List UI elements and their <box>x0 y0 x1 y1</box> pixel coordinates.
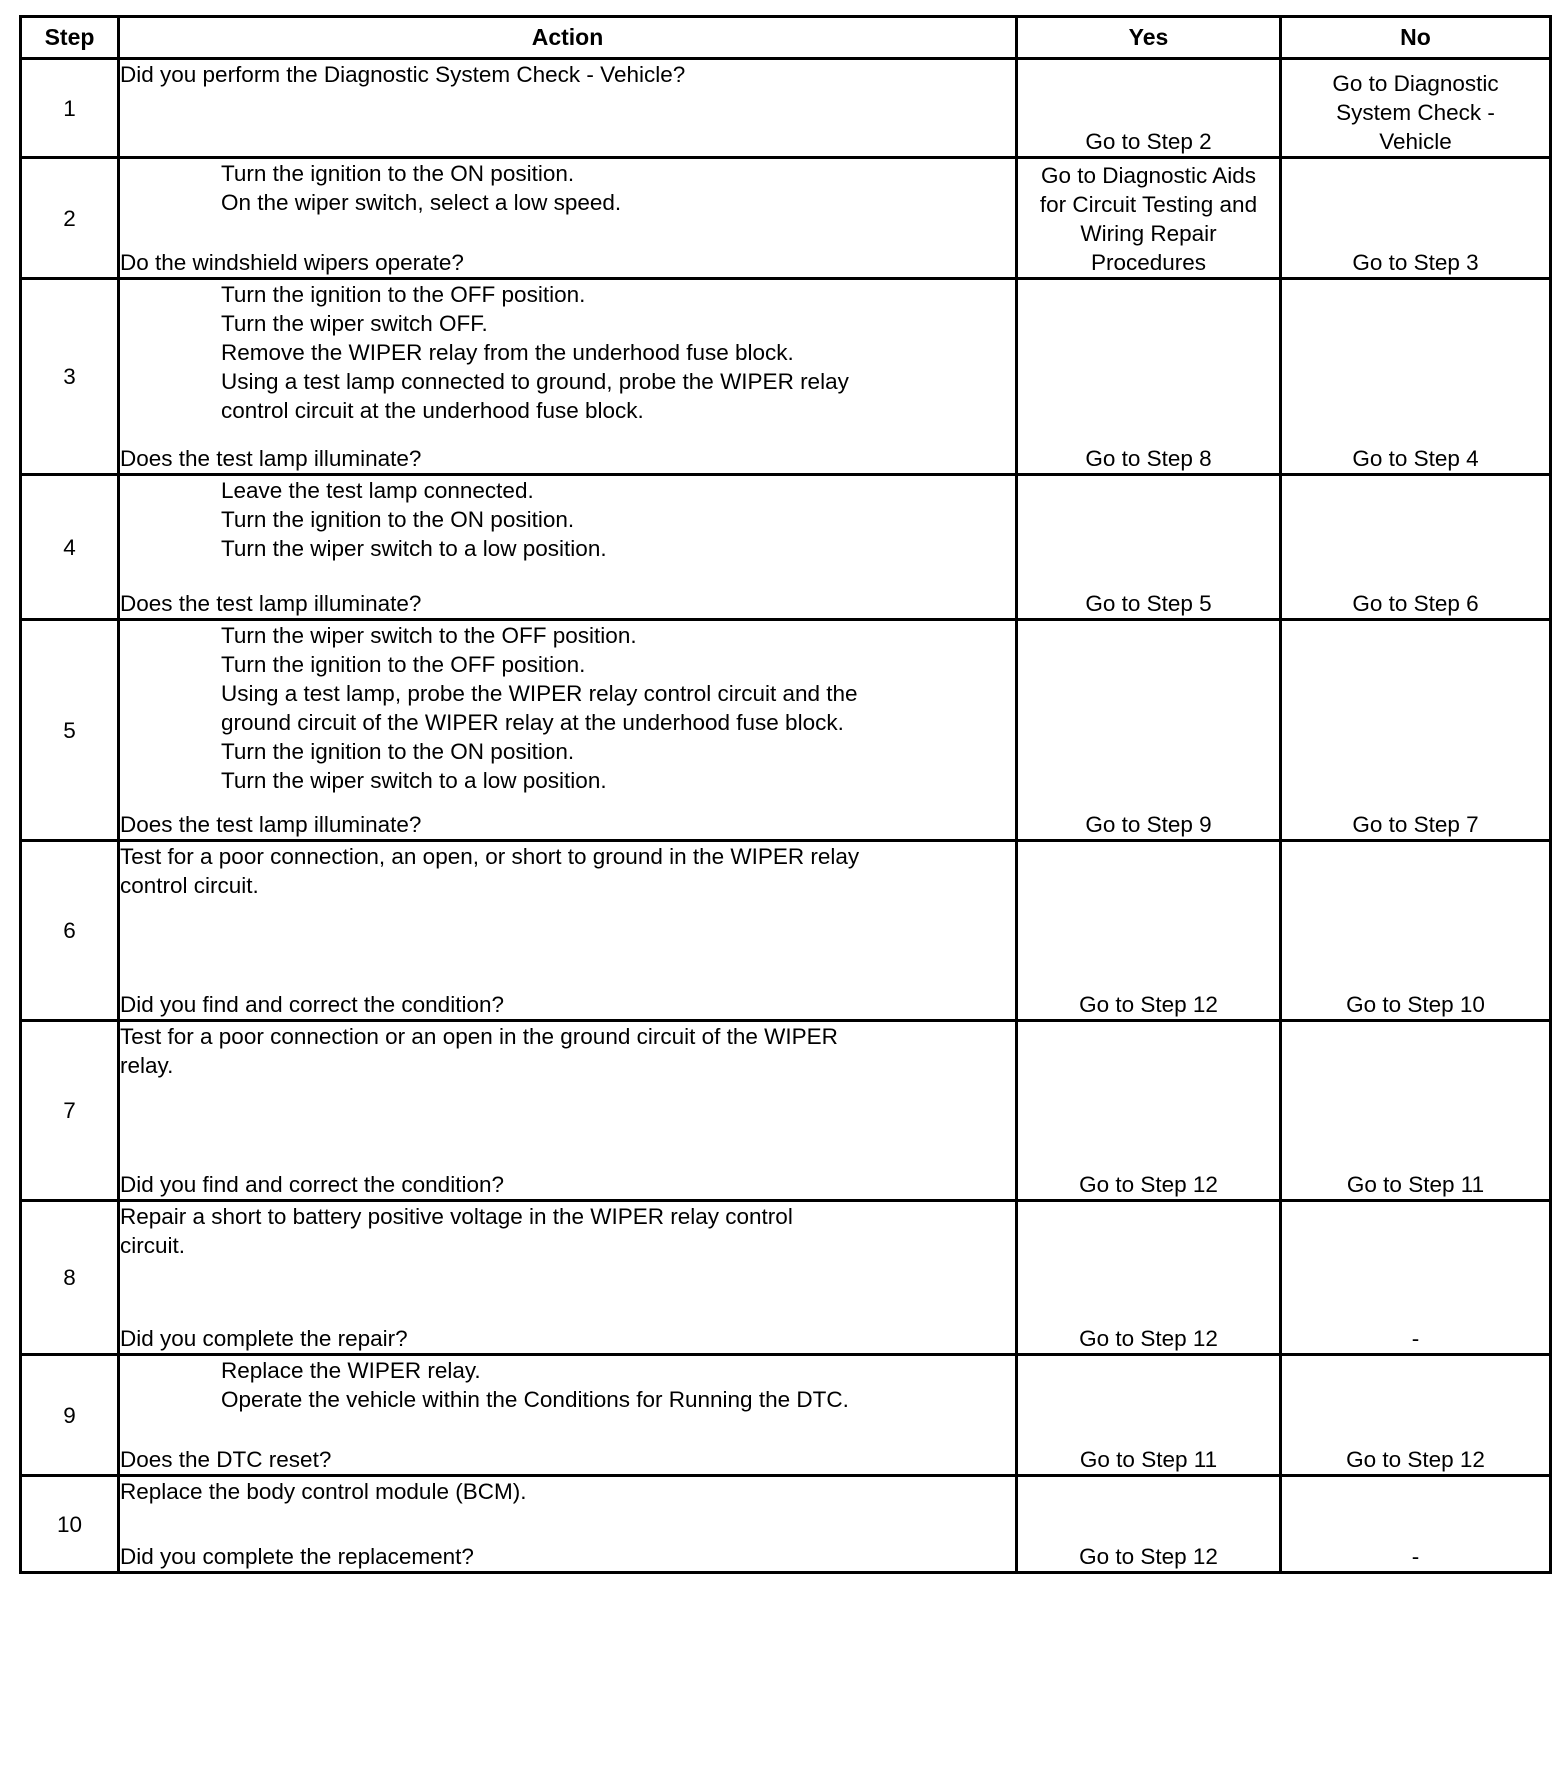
instruction-item: Turn the ignition to the OFF position. <box>221 282 586 307</box>
step-number: 1 <box>21 59 119 158</box>
result-no <box>1281 841 1551 1021</box>
action-text: Test for a poor connection, an open, or short to ground in the WIPER relay control circuit. <box>120 844 860 898</box>
action-question: Did you complete the repair? <box>120 1326 408 1351</box>
action-question: Did you complete the replacement? <box>120 1544 474 1569</box>
action-content <box>120 1477 1015 1571</box>
action-question: Does the DTC reset? <box>120 1447 332 1472</box>
action-top <box>120 476 1015 563</box>
step-action <box>119 841 1017 1021</box>
action-content <box>120 842 1015 1019</box>
step-number: 5 <box>21 620 119 841</box>
instruction-item: Turn the wiper switch to a low position. <box>221 768 607 793</box>
action-question: Do the windshield wipers operate? <box>120 250 464 275</box>
result-yes-text: Go to Step 5 <box>1085 591 1212 616</box>
diagnostic-steps-table <box>19 15 1552 1574</box>
result-no-text: Go to Step 11 <box>1346 1172 1485 1197</box>
instruction-item: Leave the test lamp connected. <box>221 478 534 503</box>
header-yes: Yes <box>1017 17 1281 59</box>
action-content <box>120 1356 1015 1474</box>
action-question: Did you find and correct the condition? <box>120 1172 504 1197</box>
action-top <box>120 1202 1015 1260</box>
result-no-text: Go to Step 4 <box>1352 446 1479 471</box>
result-yes <box>1017 1355 1281 1476</box>
instruction-list <box>120 159 1015 217</box>
result-no-text: - <box>1411 1326 1420 1351</box>
action-content <box>120 60 1015 156</box>
header-step: Step <box>21 17 119 59</box>
instruction-item: ground circuit of the WIPER relay at the underhood fuse block. <box>221 710 844 735</box>
instruction-item: Turn the wiper switch OFF. <box>221 311 488 336</box>
instruction-item: Remove the WIPER relay from the underhood fuse block. <box>221 340 794 365</box>
table-header-row <box>21 17 1551 59</box>
header-no: No <box>1281 17 1551 59</box>
step-action <box>119 158 1017 279</box>
instruction-list <box>120 280 1015 425</box>
instruction-item: Turn the ignition to the OFF position. <box>221 652 586 677</box>
table-row <box>21 279 1551 475</box>
step-action <box>119 279 1017 475</box>
result-yes <box>1017 279 1281 475</box>
result-yes <box>1017 1201 1281 1355</box>
result-yes-text: Go to Step 12 <box>1079 992 1218 1017</box>
step-number: 6 <box>21 841 119 1021</box>
result-yes <box>1017 841 1281 1021</box>
result-no-text: Go to Step 6 <box>1352 591 1479 616</box>
action-text: Repair a short to battery positive voltage in the WIPER relay control circuit. <box>120 1204 793 1258</box>
instruction-list <box>120 476 1015 563</box>
action-top <box>120 1477 1015 1506</box>
result-yes-text: Go to Step 12 <box>1079 1326 1218 1351</box>
instruction-item: Turn the wiper switch to the OFF position. <box>221 623 637 648</box>
action-content <box>120 621 1015 839</box>
instruction-list <box>120 621 1015 795</box>
result-yes-text: Go to Step 11 <box>1079 1447 1218 1472</box>
result-yes-text: Go to Step 2 <box>1085 129 1212 154</box>
result-yes-text: Go to Step 9 <box>1085 812 1212 837</box>
result-yes-text: Go to Step 12 <box>1079 1544 1218 1569</box>
action-question: Does the test lamp illuminate? <box>120 591 422 616</box>
result-no-text: Go to Step 3 <box>1352 250 1479 275</box>
instruction-item: Turn the wiper switch to a low position. <box>221 536 607 561</box>
step-number: 2 <box>21 158 119 279</box>
result-yes-text: Go to Step 8 <box>1085 446 1212 471</box>
result-no <box>1281 279 1551 475</box>
instruction-item: Turn the ignition to the ON position. <box>221 507 575 532</box>
action-question: Does the test lamp illuminate? <box>120 812 422 837</box>
step-action <box>119 1021 1017 1201</box>
table-row <box>21 59 1551 158</box>
result-no-text: Go to Step 7 <box>1352 812 1479 837</box>
action-top <box>120 280 1015 425</box>
step-action <box>119 475 1017 620</box>
step-number: 10 <box>21 1476 119 1573</box>
step-action <box>119 1476 1017 1573</box>
table-row <box>21 620 1551 841</box>
table-row <box>21 475 1551 620</box>
step-action <box>119 620 1017 841</box>
instruction-item: Replace the WIPER relay. <box>221 1358 481 1383</box>
step-number: 9 <box>21 1355 119 1476</box>
result-yes-line: Procedures <box>1090 250 1207 275</box>
step-number: 3 <box>21 279 119 475</box>
result-yes <box>1017 475 1281 620</box>
step-action <box>119 1355 1017 1476</box>
result-yes <box>1017 1476 1281 1573</box>
result-no <box>1281 1201 1551 1355</box>
result-yes-text: Go to Step 12 <box>1079 1172 1218 1197</box>
action-top <box>120 842 1015 900</box>
action-top <box>120 621 1015 795</box>
action-question: Did you find and correct the condition? <box>120 992 504 1017</box>
action-content <box>120 1202 1015 1353</box>
action-top <box>120 60 1015 89</box>
action-content <box>120 280 1015 473</box>
result-yes-line: Go to Diagnostic Aids <box>1040 163 1257 188</box>
action-text: Test for a poor connection or an open in the ground circuit of the WIPER relay. <box>120 1024 838 1078</box>
instruction-item: Operate the vehicle within the Conditions for Running the DTC. <box>221 1387 849 1412</box>
header-action: Action <box>119 17 1017 59</box>
result-no-line: Go to Diagnostic <box>1332 71 1499 96</box>
result-no <box>1281 158 1551 279</box>
result-no-line: Vehicle <box>1379 129 1452 154</box>
action-top <box>120 1356 1015 1414</box>
action-top <box>120 1022 1015 1080</box>
action-top <box>120 159 1015 217</box>
table-row <box>21 1355 1551 1476</box>
result-no <box>1281 475 1551 620</box>
table-row <box>21 841 1551 1021</box>
result-no <box>1281 1476 1551 1573</box>
instruction-item: control circuit at the underhood fuse block. <box>221 398 644 423</box>
result-no-text: Go to Step 12 <box>1346 1447 1485 1472</box>
result-no-line: System Check - <box>1336 100 1495 125</box>
step-number: 4 <box>21 475 119 620</box>
table-row <box>21 1201 1551 1355</box>
result-no <box>1281 1021 1551 1201</box>
instruction-item: Using a test lamp, probe the WIPER relay control circuit and the <box>221 681 858 706</box>
result-yes <box>1017 158 1281 279</box>
result-yes <box>1017 1021 1281 1201</box>
result-yes <box>1017 620 1281 841</box>
instruction-item: Turn the ignition to the ON position. <box>221 739 575 764</box>
result-yes-line: Wiring Repair <box>1080 221 1217 246</box>
action-text: Did you perform the Diagnostic System Check - Vehicle? <box>120 62 686 87</box>
result-yes-line: for Circuit Testing and <box>1039 192 1258 217</box>
action-content <box>120 1022 1015 1199</box>
result-no-text: - <box>1411 1544 1420 1569</box>
table-row <box>21 1476 1551 1573</box>
table-row <box>21 1021 1551 1201</box>
step-number: 7 <box>21 1021 119 1201</box>
table-body <box>21 59 1551 1573</box>
action-content <box>120 476 1015 618</box>
result-no <box>1281 1355 1551 1476</box>
result-no <box>1281 59 1551 158</box>
action-question: Does the test lamp illuminate? <box>120 446 422 471</box>
instruction-list <box>120 1356 1015 1414</box>
table-row <box>21 158 1551 279</box>
action-content <box>120 159 1015 277</box>
step-action <box>119 1201 1017 1355</box>
instruction-item: On the wiper switch, select a low speed. <box>221 190 622 215</box>
step-number: 8 <box>21 1201 119 1355</box>
result-no-text: Go to Step 10 <box>1346 992 1485 1017</box>
action-text: Replace the body control module (BCM). <box>120 1479 527 1504</box>
step-action <box>119 59 1017 158</box>
result-no <box>1281 620 1551 841</box>
instruction-item: Using a test lamp connected to ground, probe the WIPER relay <box>221 369 849 394</box>
result-yes <box>1017 59 1281 158</box>
instruction-item: Turn the ignition to the ON position. <box>221 161 575 186</box>
